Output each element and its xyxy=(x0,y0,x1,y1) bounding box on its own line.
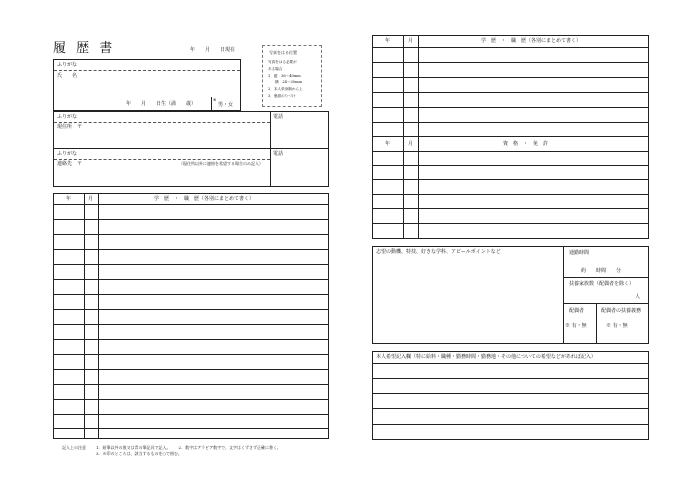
spouse-support-label: 配偶者の扶養義務 xyxy=(601,308,642,314)
address-label[interactable]: 現住所 〒 xyxy=(57,124,83,130)
col-month: 月 xyxy=(88,196,94,202)
contact-address-block xyxy=(53,148,329,187)
licenses-table xyxy=(372,136,649,239)
date-line: 年 月 日現在 xyxy=(190,47,236,53)
photo-line: 3．裏面のりづけ xyxy=(268,94,296,98)
history-header: 学 歴 ・ 職 歴（各別にまとめて書く） xyxy=(154,196,255,202)
name-furigana-label[interactable]: ふりがな xyxy=(57,62,78,68)
photo-line: ある場合 xyxy=(268,67,283,71)
resume-title: 履 歴 書 xyxy=(53,41,116,56)
birth-line[interactable]: 年 月 日生（満 歳） xyxy=(126,101,197,107)
photo-line: 横 24〜30mm xyxy=(268,80,302,84)
dependents-label: 扶養家族数（配偶者を除く） xyxy=(569,281,635,287)
contact-note: （現住所以外に連絡を希望する場合のみ記入） xyxy=(179,161,263,166)
dependents-unit[interactable]: 人 xyxy=(635,294,641,300)
address-phone-label[interactable]: 電話 xyxy=(273,114,284,120)
address-furigana-label[interactable]: ふりがな xyxy=(57,114,78,120)
history-table-left xyxy=(53,193,329,439)
col-month: 月 xyxy=(408,141,414,147)
contact-phone-label[interactable]: 電話 xyxy=(273,151,284,157)
commute-label: 通勤時間 xyxy=(569,250,590,256)
notes-heading: 記入上の注意 xyxy=(62,445,86,450)
photo-line: 写真をはる必要が xyxy=(268,60,297,64)
photo-placeholder xyxy=(262,45,322,107)
contact-address-label[interactable]: 連絡先 〒 xyxy=(57,161,83,167)
commute-value[interactable]: 約 時間 分 xyxy=(581,268,622,274)
motivation-header[interactable]: 志望の動機、特技、好きな学科、アピールポイントなど xyxy=(376,249,501,255)
col-year: 年 xyxy=(66,196,72,202)
col-year: 年 xyxy=(385,141,391,147)
motivation-block xyxy=(372,246,649,344)
licenses-header: 資 格 ・ 免 許 xyxy=(503,141,549,147)
wishes-block xyxy=(372,351,649,440)
address-block xyxy=(53,111,329,149)
spouse-select[interactable]: ※ 有・無 xyxy=(565,323,587,329)
spouse-support-select[interactable]: ※ 有・無 xyxy=(606,323,628,329)
photo-line: 2．本人単身胸から上 xyxy=(268,87,303,91)
name-label[interactable]: 氏 名 xyxy=(57,73,78,79)
gender-select[interactable]: 男・女 xyxy=(218,102,234,108)
birth-row xyxy=(53,97,241,111)
col-month: 月 xyxy=(408,38,414,44)
history-table-right xyxy=(372,35,649,137)
photo-heading: 写真をはる位置 xyxy=(269,50,297,55)
history-header: 学 歴 ・ 職 歴（各別にまとめて書く） xyxy=(481,38,582,44)
notes-line: 1．鉛筆以外の黒又は青の筆記具で記入。 2．数字はアラビア数字で、文字はくずさず正確に書く。 xyxy=(96,445,281,450)
notes-line: 3．※印のところは、該当するものを○で囲む。 xyxy=(96,451,183,456)
contact-furigana-label[interactable]: ふりがな xyxy=(57,151,78,157)
gender-mark: ※ xyxy=(213,97,217,102)
spouse-label: 配偶者 xyxy=(569,308,585,314)
col-year: 年 xyxy=(385,38,391,44)
wishes-header[interactable]: 本人希望記入欄（特に給料・職種・勤務時間・勤務地・その他についての希望などがあれば記入） xyxy=(376,354,596,360)
photo-line: 1．縦 36〜40mm xyxy=(268,74,301,78)
